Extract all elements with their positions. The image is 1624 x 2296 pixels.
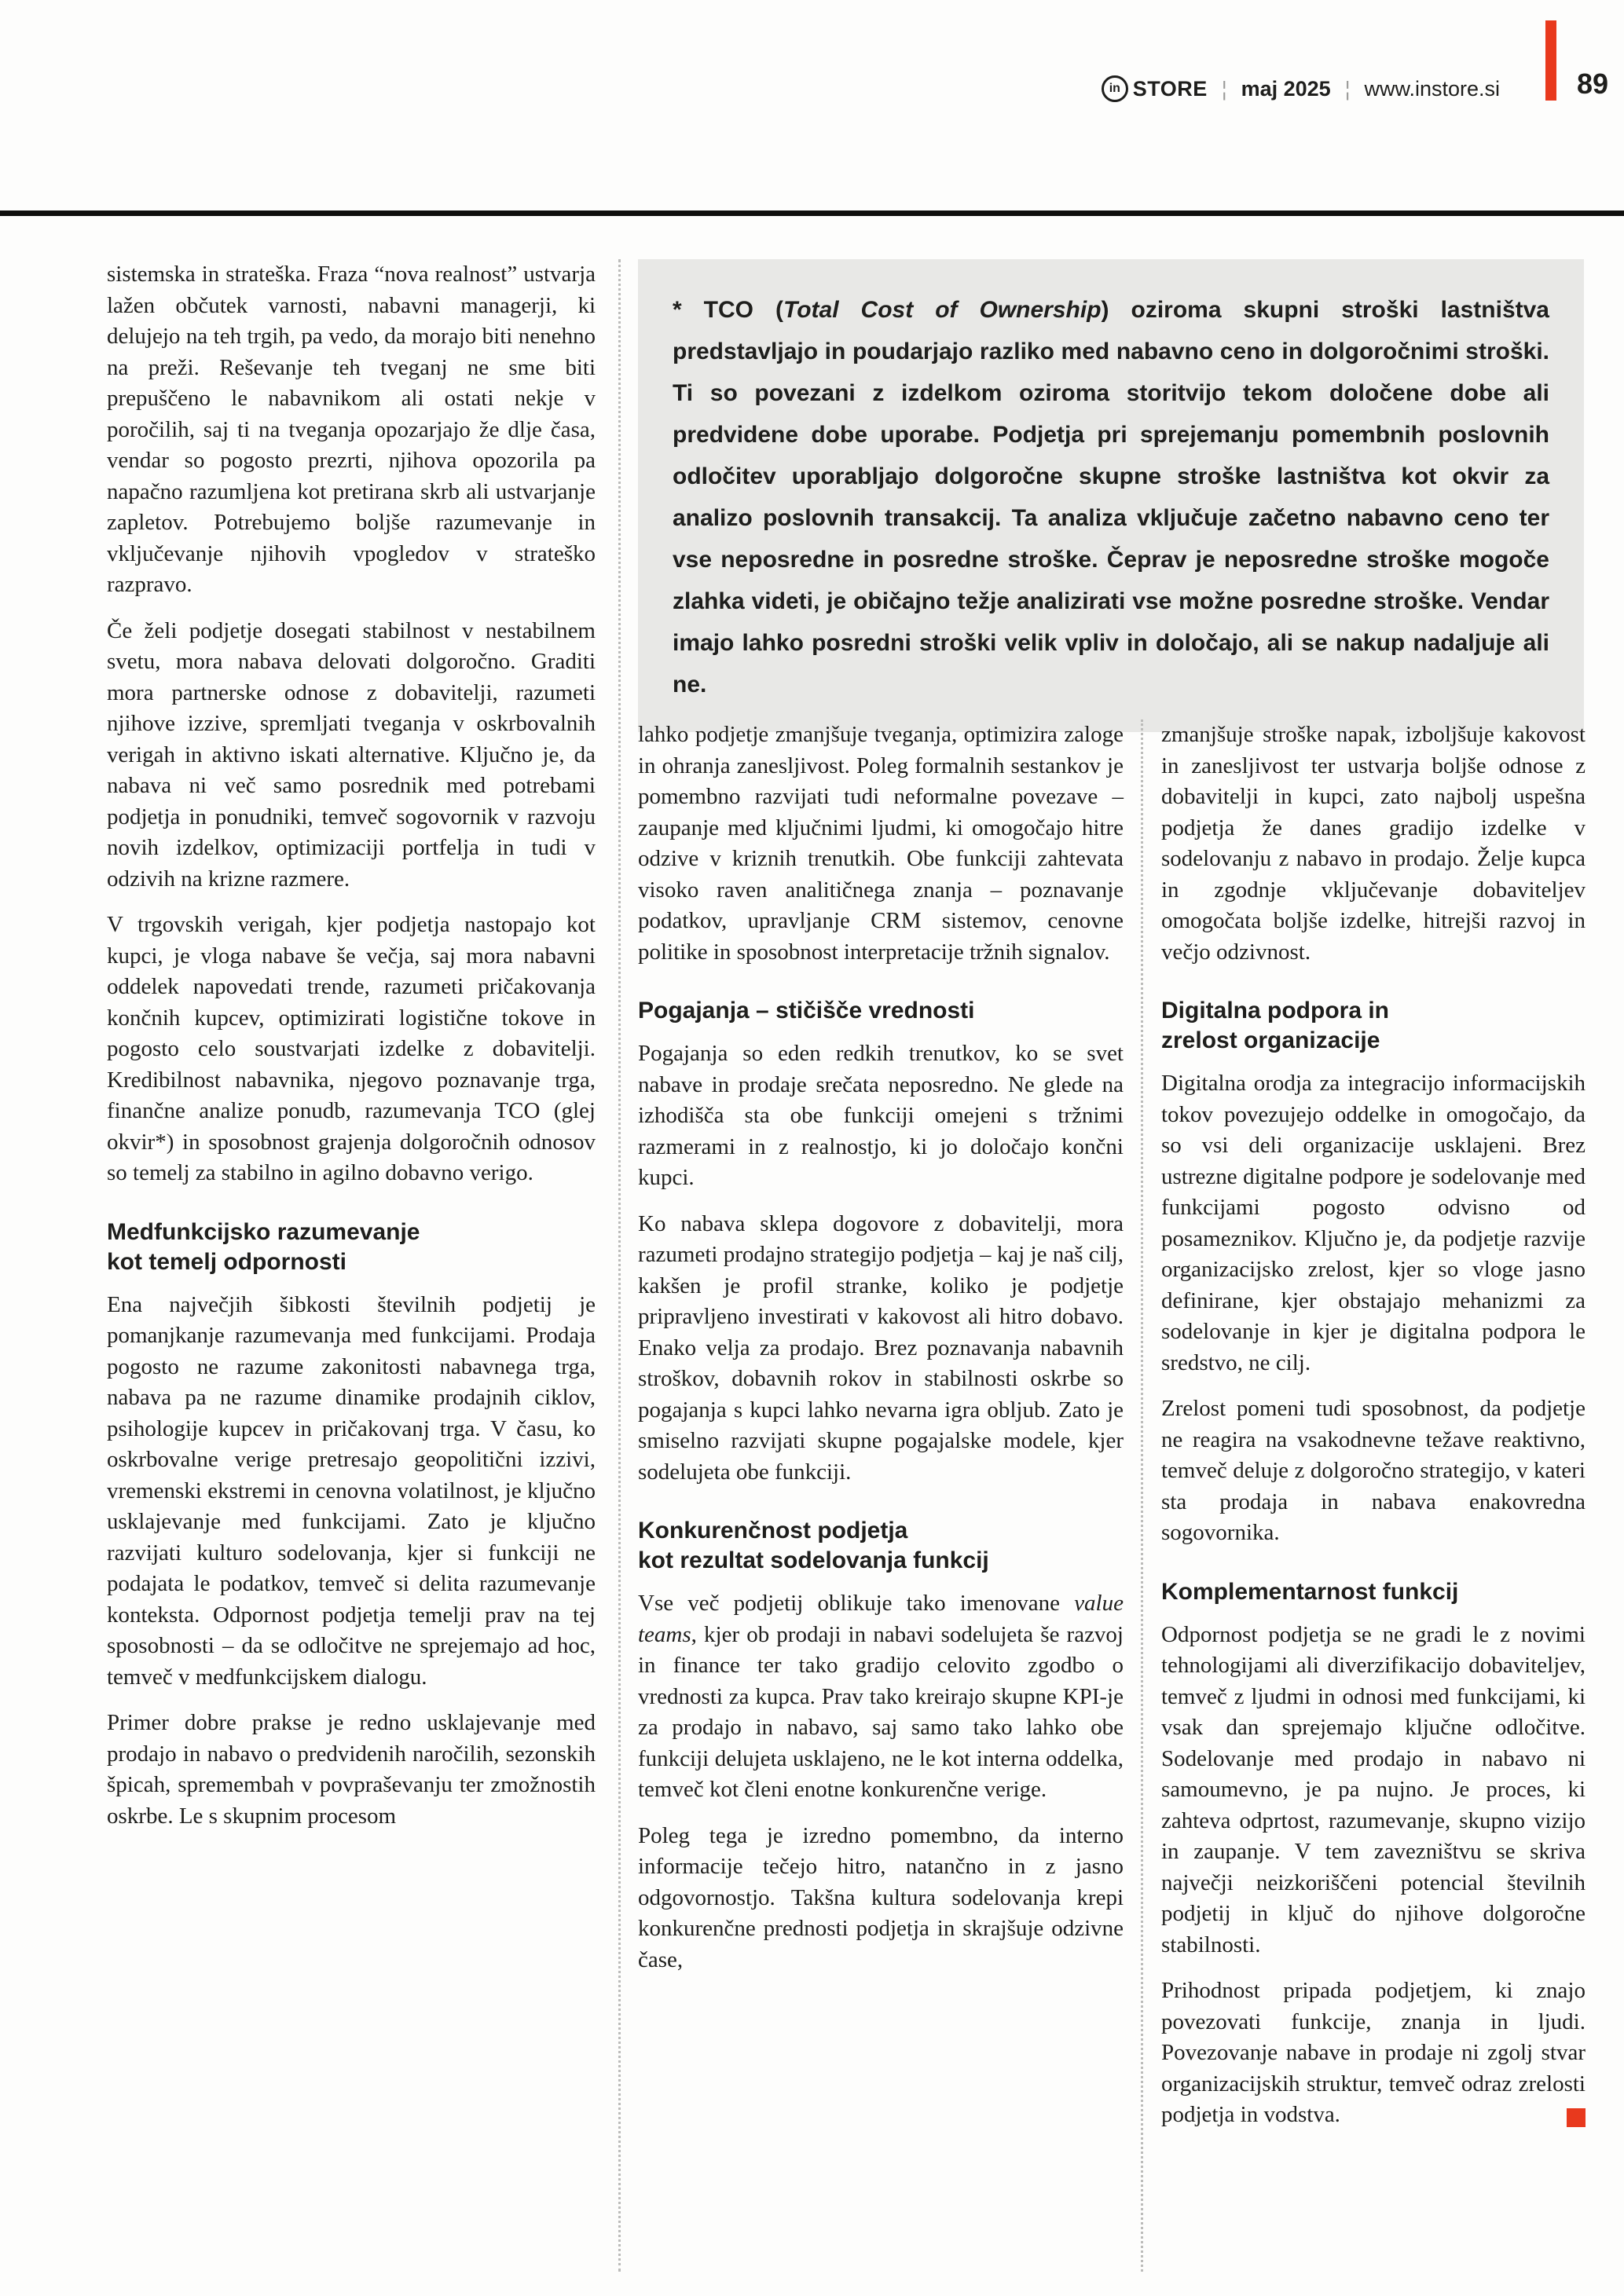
section-heading-line: kot rezultat sodelovanja funkcij: [638, 1547, 989, 1573]
paragraph-text: Prihodnost pripada podjetjem, ki znajo povezovati funkcije, znanja in ljudi. Povezovanje nabave in prodaje ni zgolj stvar organizacijskih struktur, temveč odraz zrelosti podjetja in vodstva.: [1161, 1978, 1586, 2127]
section-heading: [107, 1218, 596, 1277]
instore-logo: [1102, 75, 1208, 102]
section-heading: [638, 1516, 1124, 1576]
paragraph: Odpornost podjetja se ne gradi le z novimi tehnologijami ali diverzifikacijo dobaviteljev, temveč z ljudmi in odnosi med funkcijami, ki vsak dan sprejemajo ključne odločitve. Sodelovanje med prodajo in nabavo ni samoumevno, je pa nujno. Je proces, ki zahteva odprtost, razumevanje, skupno vizijo in zaupanje. V tem zavezništvu se skriva največji neizkoriščeni potencial številnih podjetij in ključ do njihove dolgoročne stabilnosti.: [1161, 1621, 1586, 1957]
section-heading: [1161, 996, 1586, 1056]
article-column-1: [107, 259, 596, 1847]
section-heading-line: Konkurenčnost podjetja: [638, 1518, 908, 1543]
instore-logo-circle-icon: in: [1102, 75, 1128, 102]
article-column-2: [638, 720, 1124, 1990]
tco-infobox: [638, 259, 1584, 732]
column-divider: [618, 259, 621, 2272]
page-number: 89: [1576, 68, 1608, 100]
paragraph: Če želi podjetje dosegati stabilnost v nestabilnem svetu, mora nabava delovati dolgoročno. Graditi mora partnerske odnose z dobavitelji, razumeti njihove izzive, spremljati tveganja v oskrbovalnih verigah in aktivno iskati alternative. Ključno je, da nabava ni več samo posrednik med potrebami podjetja in ponudniki, temveč sogovornik v razvoju novih izdelkov, optimizaciji portfelja in tudi v odzivih na krizne razmere.: [107, 617, 596, 892]
section-heading: Pogajanja – stičišče vrednosti: [638, 998, 975, 1023]
paragraph: sistemska in strateška. Fraza “nova realnost” ustvarja lažen občutek varnosti, nabavni managerji, ki delujejo na teh trgih, pa vedo, da morajo biti nenehno na preži. Reševanje teh tveganj ne sme biti prepuščeno le nabavnikom ali ostati nekje v poročilih, saj ti na tveganja opozarjajo že dlje časa, vendar so pogosto prezrti, njihova opozorila pa napačno razumljena kot pretirana skrb ali ustvarjanje zapletov. Potrebujemo boljše razumevanje in vključevanje njihovih vpogledov v strateško razpravo.: [107, 262, 596, 597]
paragraph: [638, 1588, 1124, 1806]
paragraph: Ko nabava sklepa dogovore z dobavitelji, mora razumeti prodajno strategijo podjetja – kaj je naš cilj, kakšen je profil stranke, koliko je podjetje pripravljeno investirati v kakovost ali hitro dobavo. Enako velja za prodajo. Brez poznavanja nabavnih stroškov, dobavnih rokov in stabilnosti oskrbe so pogajanja s kupci lahko nevarna igra obljub. Zato je smiselno razvijati skupne pogajalske modele, kjer sodelujeta obe funkciji.: [638, 1210, 1124, 1485]
paragraph: lahko podjetje zmanjšuje tveganja, optimizira zaloge in ohranja zanesljivost. Poleg formalnih sestankov je pomembno razvijati tudi neformalne povezave – zaupanje med ključnimi ljudmi, ki omogočajo hitre odzive v kriznih trenutkih. Obe funkciji zahtevata visoko raven analitičnega znanja – poznavanje podatkov, upravljanje CRM sistemov, cenovne politike in sposobnost interpretacije tržnih signalov.: [638, 722, 1124, 965]
paragraph: [1161, 1976, 1586, 2131]
section-heading-line: Medfunkcijsko razumevanje: [107, 1218, 420, 1245]
paragraph: V trgovskih verigah, kjer podjetja nastopajo kot kupci, je vloga nabave še večja, saj mora nabavni oddelek napovedati trende, razumeti pričakovanja končnih kupcev, optimizirati logistične tokove in pogosto celo soustvarjati izdelke z dobavitelji. Kredibilnost nabavnika, njegovo poznavanje trga, finančne analize ponudb, razumevanja TCO (glej okvir*) in sposobnost grajenja dolgoročnih odnosov so temelj za stabilno in agilno dobavno verigo.: [107, 912, 596, 1185]
brand-name: STORE: [1132, 76, 1208, 101]
paragraph-text: Vse več podjetij oblikuje tako imenovane: [638, 1591, 1075, 1616]
paragraph: zmanjšuje stroške napak, izboljšuje kakovost in zanesljivost ter ustvarja boljše odnose z dobavitelji in kupci, zato najbolj uspešna podjetja že danes gradijo izdelke v sodelovanju z nabavo in prodajo. Želje kupca in zgodnje vključevanje dobaviteljev omogočata boljše izdelke, hitrejši razvoj in večjo odzivnost.: [1161, 722, 1586, 965]
header-divider-icon: ¦: [1344, 76, 1351, 101]
paragraph: Zrelost pomeni tudi sposobnost, da podjetje ne reagira na vsakodnevne težave reaktivno, temveč deluje z dolgoročno strategijo, v kateri sta prodaja in nabava enakovredna sogovornika.: [1161, 1396, 1586, 1545]
column-divider: [1141, 720, 1143, 2272]
paragraph: Pogajanja so eden redkih trenutkov, ko se svet nabave in prodaje srečata neposredno. Ne glede na izhodišča sta obe funkciji omejeni s tržnimi razmerami in z realnostjo, ki jo določajo končni kupci.: [638, 1041, 1124, 1190]
page-header: [1102, 75, 1500, 102]
tco-infobox-body: ) oziroma skupni stroški lastništva predstavljajo in poudarjajo razliko med nabavno ceno in dolgoročnimi stroški. Ti so povezani z izdelkom oziroma storitvijo tekom določene dobe ali predvidene dobe uporabe. Podjetja pri sprejemanju pomembnih poslovnih odločitev uporabljajo dolgoročne skupne stroške lastništva kot okvir za analizo poslovnih transakcij. Ta analiza vključuje začetno nabavno ceno ter vse neposredne in posredne stroške. Čeprav je neposredne stroške mogoče zlahka videti, je običajno težje analizirati vse možne posredne stroške. Vendar imajo lahko posredni stroški velik vpliv in določajo, ali se nakup nadaljuje ali ne.: [673, 297, 1549, 698]
article-column-3: [1161, 720, 1586, 2146]
edge-accent-bar: [1545, 20, 1556, 101]
section-heading: Komplementarnost funkcij: [1161, 1578, 1459, 1605]
top-rule: [0, 211, 1624, 216]
header-divider-icon: ¦: [1221, 76, 1227, 101]
paragraph-italic-text: value teams: [638, 1591, 1124, 1647]
paragraph: Ena največjih šibkosti številnih podjetij je pomanjkanje razumevanja med funkcijami. Prodaja pogosto ne razume zakonitosti nabavnega trga, nabava pa ne razume dinamike prodajnih ciklov, psihologije kupcev in pričakovanj trga. V času, ko oskrbovalne verige pretresajo geopolitični izzivi, vremenski ekstremi in cenovna volatilnost, je ključno usklajevanje med funkcijami. Zato je ključno razvijati kulturo sodelovanja, kjer si funkciji ne podajata le podatkov, temveč si delita razumevanje konteksta. Odpornost podjetja temelji prav na tej sposobnosti – da se odločitve ne sprejemajo ad hoc, temveč v medfunkcijskem dialogu.: [107, 1291, 596, 1690]
website-url: www.instore.si: [1364, 76, 1500, 101]
paragraph: Poleg tega je izredno pomembno, da interno informacije tečejo hitro, natančno in z jasno odgovornostjo. Takšna kultura sodelovanja krepi konkurenčne prednosti podjetja in skrajšuje odzivne čase,: [638, 1822, 1124, 1972]
paragraph: Digitalna orodja za integracijo informacijskih tokov povezujejo oddelke in omogočajo, da so vsi deli organizacije usklajeni. Brez ustrezne digitalne podpore je sodelovanje med funkcijami pogosto odvisno od posameznikov. Ključno je, da podjetje razvije organizacijsko zrelost, kjer so vloge jasno definirane, kjer obstajajo mehanizmi za sodelovanje in kjer je digitalna podpora le sredstvo, ne cilj.: [1161, 1071, 1586, 1375]
section-heading-line: kot temelj odpornosti: [107, 1248, 347, 1275]
end-of-article-marker: [1567, 2108, 1586, 2127]
tco-infobox-lead: * TCO (: [673, 297, 783, 323]
section-heading-line: zrelost organizacije: [1161, 1027, 1380, 1053]
paragraph-text: , kjer ob prodaji in nabavi sodelujeta še razvoj in finance ter tako gradijo celovito zgodbo o vrednosti za kupca. Prav tako kreirajo skupne KPI-je za prodajo in nabavo, saj samo tako lahko obe funkciji delujeta usklajeno, ne le kot interna oddelka, temveč kot členi enotne konkurenčne verige.: [638, 1621, 1124, 1802]
issue-date: maj 2025: [1241, 76, 1331, 101]
section-heading-line: Digitalna podpora in: [1161, 998, 1389, 1023]
tco-infobox-term: Total Cost of Ownership: [783, 297, 1102, 323]
paragraph: Primer dobre prakse je redno usklajevanje med prodajo in nabavo o predvidenih naročilih, sezonskih špicah, spremembah v povpraševanju ter zmožnostih oskrbe. Le s skupnim procesom: [107, 1710, 596, 1829]
